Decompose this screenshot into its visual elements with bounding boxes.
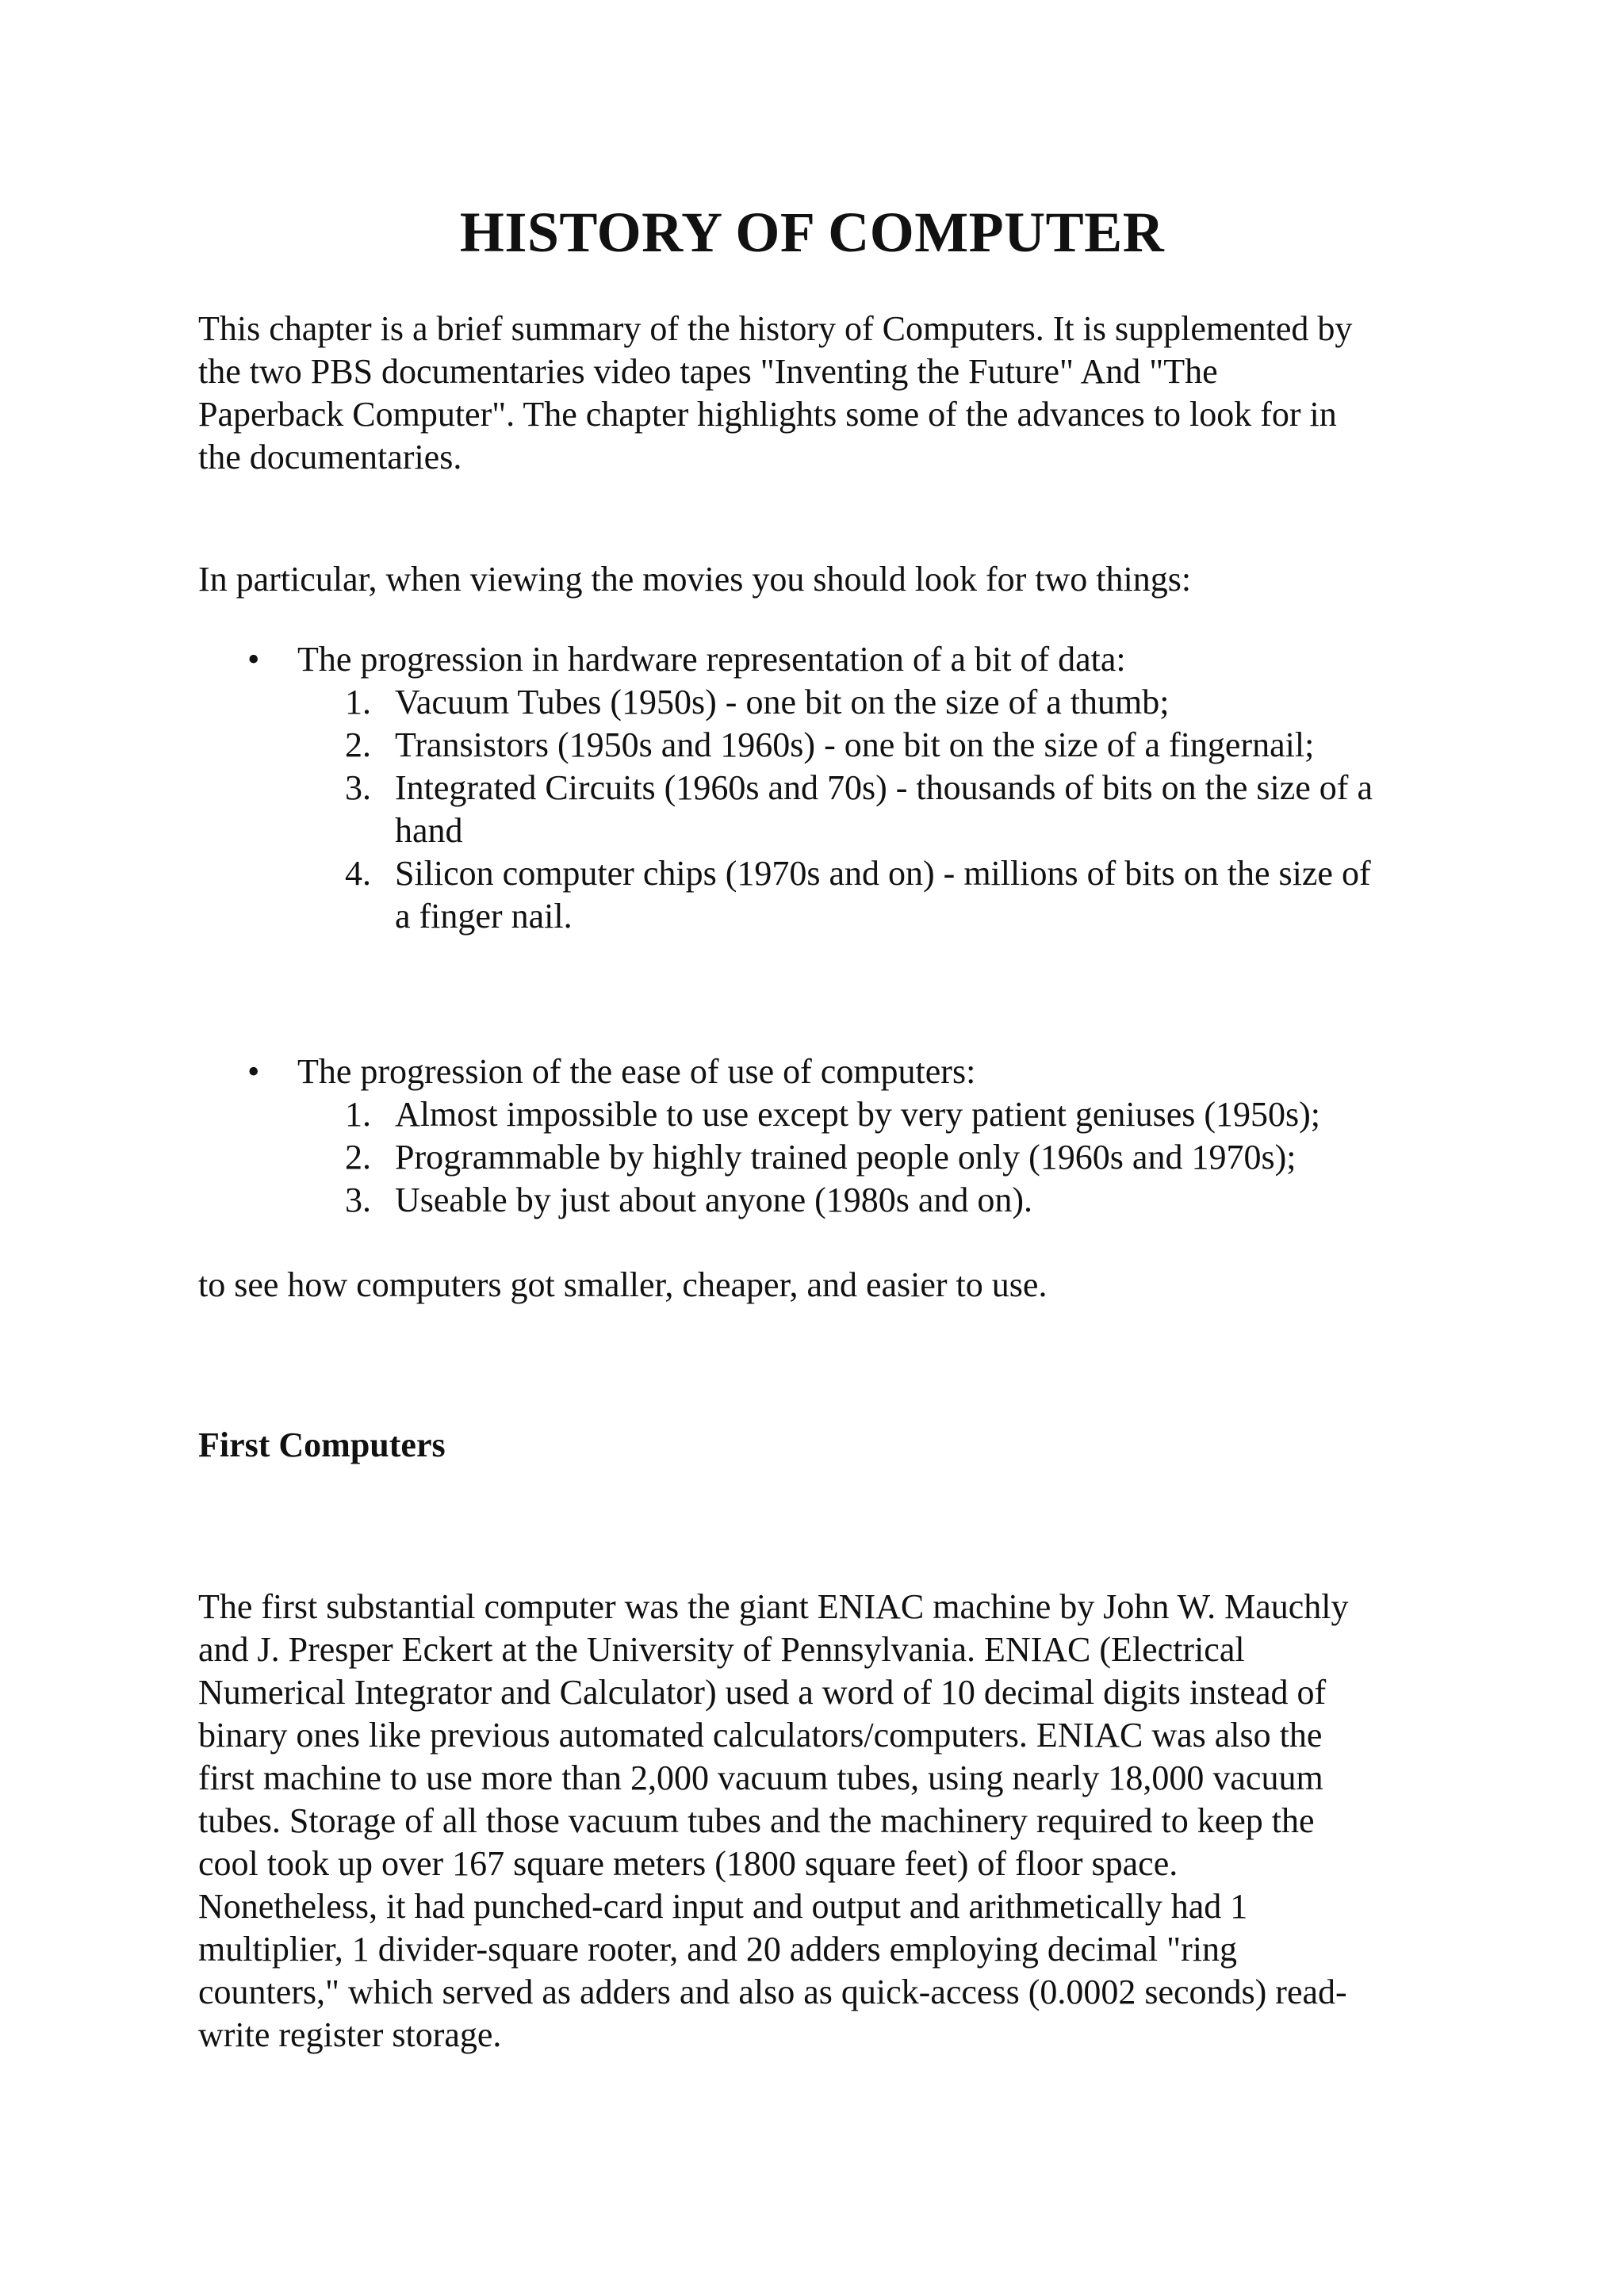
particular-line: In particular, when viewing the movies you should look for two things: (198, 560, 1192, 599)
eniac-line: counters," which served as adders and also as quick-access (0.0002 seconds) read- (198, 1973, 1347, 2011)
bullet-line (198, 638, 1467, 681)
item-text: Programmable by highly trained people only (1960s and 1970s); (395, 1138, 1297, 1177)
bullet-hardware (198, 638, 1467, 938)
conclusion-line: to see how computers got smaller, cheaper, and easier to use. (198, 1265, 1048, 1304)
eniac-line: multiplier, 1 divider-square rooter, and 20 adders employing decimal "ring (198, 1930, 1237, 1969)
bullet-dot: • (247, 640, 260, 679)
item-text: a finger nail. (395, 897, 573, 936)
numbered-item (198, 1093, 1467, 1136)
eniac-line: write register storage. (198, 2015, 502, 2054)
page-title: HISTORY OF COMPUTER (459, 201, 1165, 264)
eniac-line: Nonetheless, it had punched-card input and output and arithmetically had 1 (198, 1887, 1248, 1926)
item-number: 2. (345, 1138, 371, 1177)
intro-line: Paperback Computer". The chapter highlights some of the advances to look for in (198, 395, 1337, 434)
intro-line: the two PBS documentaries video tapes "Inventing the Future" And "The (198, 352, 1218, 391)
bullet-text: The progression in hardware representation of a bit of data: (297, 640, 1126, 679)
item-text: Integrated Circuits (1960s and 70s) - thousands of bits on the size of a (395, 768, 1373, 807)
intro-line: the documentaries. (198, 438, 462, 476)
numbered-item (198, 1179, 1467, 1222)
intro-paragraph (198, 308, 1451, 479)
eniac-line: The first substantial computer was the giant ENIAC machine by John W. Mauchly (198, 1587, 1349, 1626)
bullet-ease-of-use (198, 1050, 1467, 1222)
item-number: 1. (345, 683, 371, 721)
eniac-line: first machine to use more than 2,000 vacuum tubes, using nearly 18,000 vacuum (198, 1758, 1323, 1797)
eniac-line: tubes. Storage of all those vacuum tubes and the machinery required to keep the (198, 1801, 1315, 1840)
item-number: 4. (345, 854, 371, 893)
eniac-line: binary ones like previous automated calculators/computers. ENIAC was also the (198, 1716, 1323, 1755)
item-text: hand (395, 811, 463, 850)
intro-line: This chapter is a brief summary of the history of Computers. It is supplemented by (198, 309, 1353, 348)
bullet-line (198, 1050, 1467, 1093)
eniac-line: cool took up over 167 square meters (1800 square feet) of floor space. (198, 1844, 1178, 1883)
eniac-line: Numerical Integrator and Calculator) used a word of 10 decimal digits instead of (198, 1673, 1327, 1712)
section-heading: First Computers (198, 1425, 446, 1464)
item-number: 3. (345, 768, 371, 807)
item-number: 1. (345, 1095, 371, 1134)
item-text: Vacuum Tubes (1950s) - one bit on the size of a thumb; (395, 683, 1170, 721)
item-text: Almost impossible to use except by very patient geniuses (1950s); (395, 1095, 1321, 1134)
bullet-dot: • (247, 1052, 260, 1091)
numbered-item (198, 852, 1467, 938)
item-text: Useable by just about anyone (1980s and on). (395, 1181, 1033, 1219)
numbered-item (198, 681, 1467, 724)
eniac-line: and J. Presper Eckert at the University of Pennsylvania. ENIAC (Electrical (198, 1630, 1245, 1669)
item-number: 2. (345, 725, 371, 764)
numbered-item (198, 724, 1467, 767)
item-text: Silicon computer chips (1970s and on) - millions of bits on the size of (395, 854, 1371, 893)
bullet-text: The progression of the ease of use of computers: (297, 1052, 976, 1091)
numbered-item (198, 767, 1467, 852)
eniac-paragraph (198, 1586, 1451, 2057)
particular-paragraph (198, 558, 1451, 601)
conclusion-paragraph (198, 1264, 1451, 1307)
numbered-item (198, 1136, 1467, 1179)
item-number: 3. (345, 1181, 371, 1219)
item-text: Transistors (1950s and 1960s) - one bit on the size of a fingernail; (395, 725, 1315, 764)
